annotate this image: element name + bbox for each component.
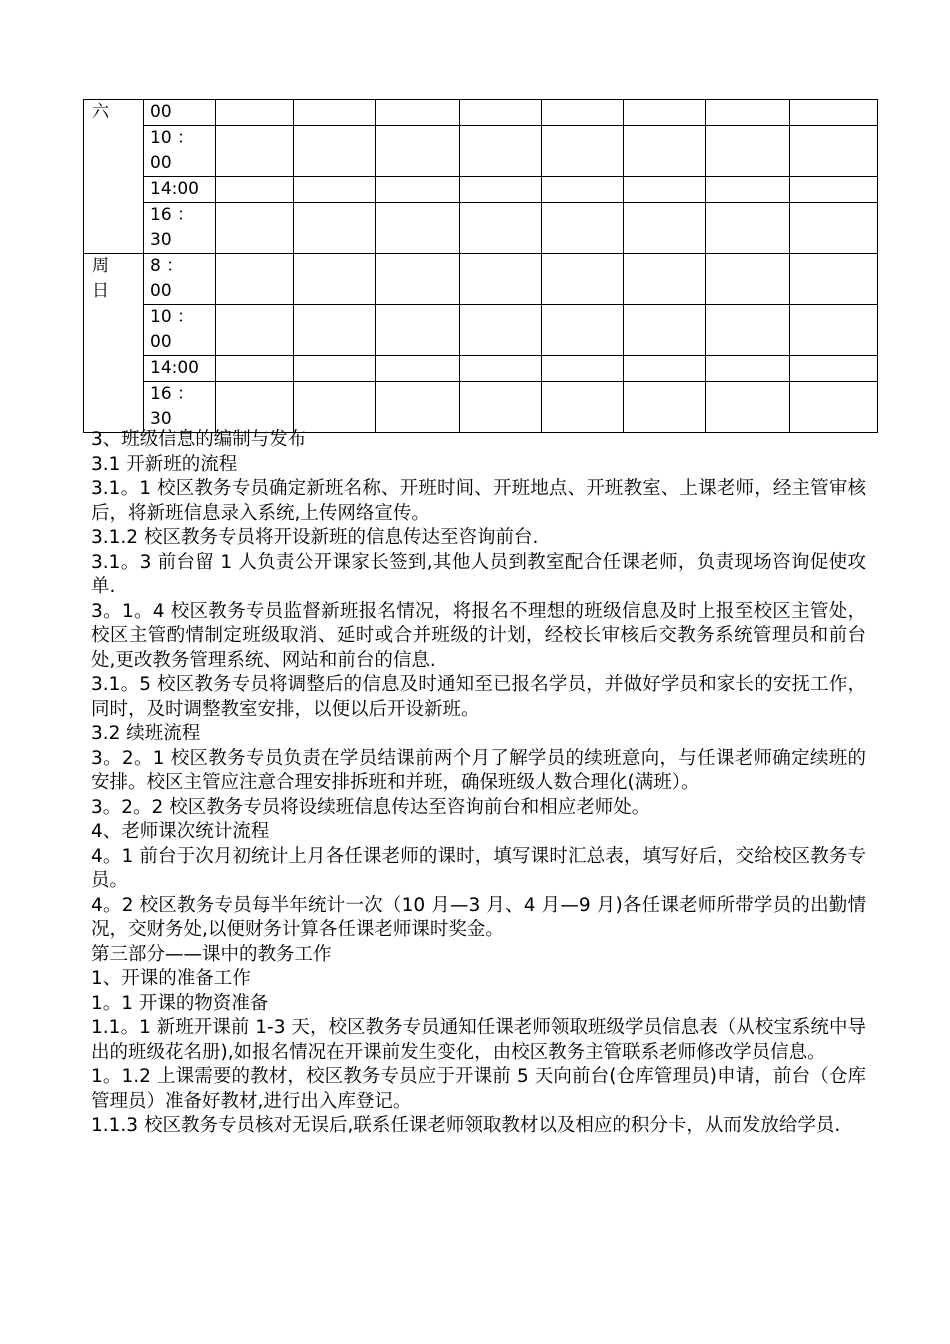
schedule-empty-cell <box>376 126 460 177</box>
schedule-empty-cell <box>294 356 376 382</box>
schedule-empty-cell <box>460 100 542 126</box>
schedule-empty-cell <box>216 382 294 433</box>
schedule-empty-cell <box>216 254 294 305</box>
time-slot-cell: 10 ： 00 <box>144 126 216 177</box>
paragraph: 4、老师课次统计流程 <box>91 821 270 842</box>
schedule-empty-cell <box>376 382 460 433</box>
schedule-empty-cell <box>216 203 294 254</box>
schedule-empty-cell <box>542 126 624 177</box>
paragraph: 3.1。1 校区教务专员确定新班名称、开班时间、开班地点、开班教室、上课老师，经主管审核后，将新班信息录入系统,上传网络宣传。 <box>91 478 866 524</box>
schedule-empty-cell <box>294 126 376 177</box>
schedule-empty-cell <box>706 254 790 305</box>
schedule-empty-cell <box>706 356 790 382</box>
paragraph: 3。2。1 校区教务专员负责在学员结课前两个月了解学员的续班意向，与任课老师确定续班的安排。校区主管应注意合理安排拆班和并班，确保班级人数合理化(满班）。 <box>91 747 866 793</box>
schedule-empty-cell <box>542 177 624 203</box>
paragraph: 3.2 续班流程 <box>91 723 201 744</box>
time-slot-cell: 10 ： 00 <box>144 305 216 356</box>
schedule-empty-cell <box>460 382 542 433</box>
time-slot-cell: 16 ： 30 <box>144 203 216 254</box>
schedule-empty-cell <box>624 100 706 126</box>
schedule-empty-cell <box>790 305 878 356</box>
schedule-empty-cell <box>542 356 624 382</box>
day-cell: 六 <box>84 100 144 254</box>
schedule-row <box>84 203 878 254</box>
schedule-empty-cell <box>706 203 790 254</box>
schedule-row <box>84 356 878 382</box>
paragraph: 3.1。5 校区教务专员将调整后的信息及时通知至已报名学员，并做好学员和家长的安抚工作，同时，及时调整教室安排，以便以后开设新班。 <box>91 674 866 720</box>
paragraph: 4。2 校区教务专员每半年统计一次（10 月—3 月、4 月—9 月)各任课老师所带学员的出勤情况，交财务处,以便财务计算各任课老师课时奖金。 <box>91 894 866 940</box>
schedule-empty-cell <box>624 254 706 305</box>
schedule-empty-cell <box>542 203 624 254</box>
day-cell: 周 日 <box>84 254 144 433</box>
paragraph: 3.1。3 前台留 1 人负责公开课家长签到,其他人员到教室配合任课老师，负责现场咨询促使攻单. <box>91 551 866 597</box>
time-slot-cell: 14:00 <box>144 356 216 382</box>
schedule-empty-cell <box>294 305 376 356</box>
schedule-row <box>84 126 878 177</box>
schedule-empty-cell <box>294 203 376 254</box>
schedule-empty-cell <box>376 203 460 254</box>
schedule-empty-cell <box>294 177 376 203</box>
schedule-empty-cell <box>376 177 460 203</box>
paragraph: 1。1 开课的物资准备 <box>91 992 269 1014</box>
schedule-empty-cell <box>216 305 294 356</box>
paragraph: 1、开课的准备工作 <box>91 968 251 989</box>
schedule-row <box>84 382 878 433</box>
schedule-empty-cell <box>460 177 542 203</box>
schedule-empty-cell <box>624 203 706 254</box>
schedule-empty-cell <box>790 356 878 382</box>
time-slot-cell: 00 <box>144 100 216 126</box>
paragraph: 1.1。1 新班开课前 1-3 天，校区教务专员通知任课老师领取班级学员信息表（从校宝系统中导出的班级花名册),如报名情况在开课前发生变化，由校区教务主管联系老师修改学员信息。 <box>91 1017 866 1063</box>
paragraph: 3.1.2 校区教务专员将开设新班的信息传达至咨询前台. <box>91 527 539 548</box>
paragraph: 1。1.2 上课需要的教材，校区教务专员应于开课前 5 天向前台(仓库管理员)申请，前台（仓库管理员）准备好教材,进行出入库登记。 <box>91 1066 866 1112</box>
paragraph: 3。1。4 校区教务专员监督新班报名情况，将报名不理想的班级信息及时上报至校区主管处，校区主管酌情制定班级取消、延时或合并班级的计划，经校长审核后交教务系统管理员和前台处,更改教务管理系统、网站和前台的信息. <box>91 600 866 671</box>
paragraph: 1.1.3 校区教务专员核对无误后,联系任课老师领取教材以及相应的积分卡，从而发放给学员. <box>91 1115 841 1136</box>
schedule-empty-cell <box>294 382 376 433</box>
paragraph: 第三部分——课中的教务工作 <box>91 943 332 965</box>
time-slot-cell: 8 ： 00 <box>144 254 216 305</box>
schedule-empty-cell <box>790 203 878 254</box>
schedule-empty-cell <box>790 177 878 203</box>
schedule-empty-cell <box>294 254 376 305</box>
time-slot-cell: 16 ： 30 <box>144 382 216 433</box>
schedule-empty-cell <box>624 305 706 356</box>
schedule-empty-cell <box>624 356 706 382</box>
schedule-row <box>84 177 878 203</box>
schedule-empty-cell <box>790 100 878 126</box>
schedule-empty-cell <box>460 305 542 356</box>
schedule-empty-cell <box>624 177 706 203</box>
schedule-empty-cell <box>376 254 460 305</box>
schedule-empty-cell <box>706 126 790 177</box>
schedule-empty-cell <box>790 126 878 177</box>
schedule-empty-cell <box>460 203 542 254</box>
schedule-empty-cell <box>706 305 790 356</box>
schedule-empty-cell <box>376 356 460 382</box>
schedule-row <box>84 254 878 305</box>
schedule-empty-cell <box>790 382 878 433</box>
time-slot-cell: 14:00 <box>144 177 216 203</box>
schedule-empty-cell <box>460 126 542 177</box>
schedule-empty-cell <box>624 382 706 433</box>
schedule-empty-cell <box>460 254 542 305</box>
schedule-empty-cell <box>706 100 790 126</box>
schedule-empty-cell <box>542 100 624 126</box>
schedule-empty-cell <box>216 126 294 177</box>
schedule-empty-cell <box>542 382 624 433</box>
schedule-empty-cell <box>376 305 460 356</box>
schedule-empty-cell <box>216 177 294 203</box>
paragraph: 3.1 开新班的流程 <box>91 453 238 475</box>
schedule-row <box>84 100 878 126</box>
schedule-empty-cell <box>294 100 376 126</box>
schedule-empty-cell <box>376 100 460 126</box>
schedule-empty-cell <box>706 177 790 203</box>
schedule-empty-cell <box>216 100 294 126</box>
paragraph: 3、班级信息的编制与发布 <box>91 429 307 450</box>
schedule-empty-cell <box>216 356 294 382</box>
document-body <box>91 428 866 1139</box>
schedule-row <box>84 305 878 356</box>
schedule-empty-cell <box>542 305 624 356</box>
schedule-empty-cell <box>460 356 542 382</box>
schedule-empty-cell <box>706 382 790 433</box>
schedule-empty-cell <box>542 254 624 305</box>
schedule-empty-cell <box>624 126 706 177</box>
paragraph: 3。2。2 校区教务专员将设续班信息传达至咨询前台和相应老师处。 <box>91 796 651 818</box>
paragraph: 4。1 前台于次月初统计上月各任课老师的课时，填写课时汇总表，填写好后，交给校区教务专员。 <box>91 845 866 891</box>
schedule-empty-cell <box>790 254 878 305</box>
schedule-table <box>83 99 878 433</box>
